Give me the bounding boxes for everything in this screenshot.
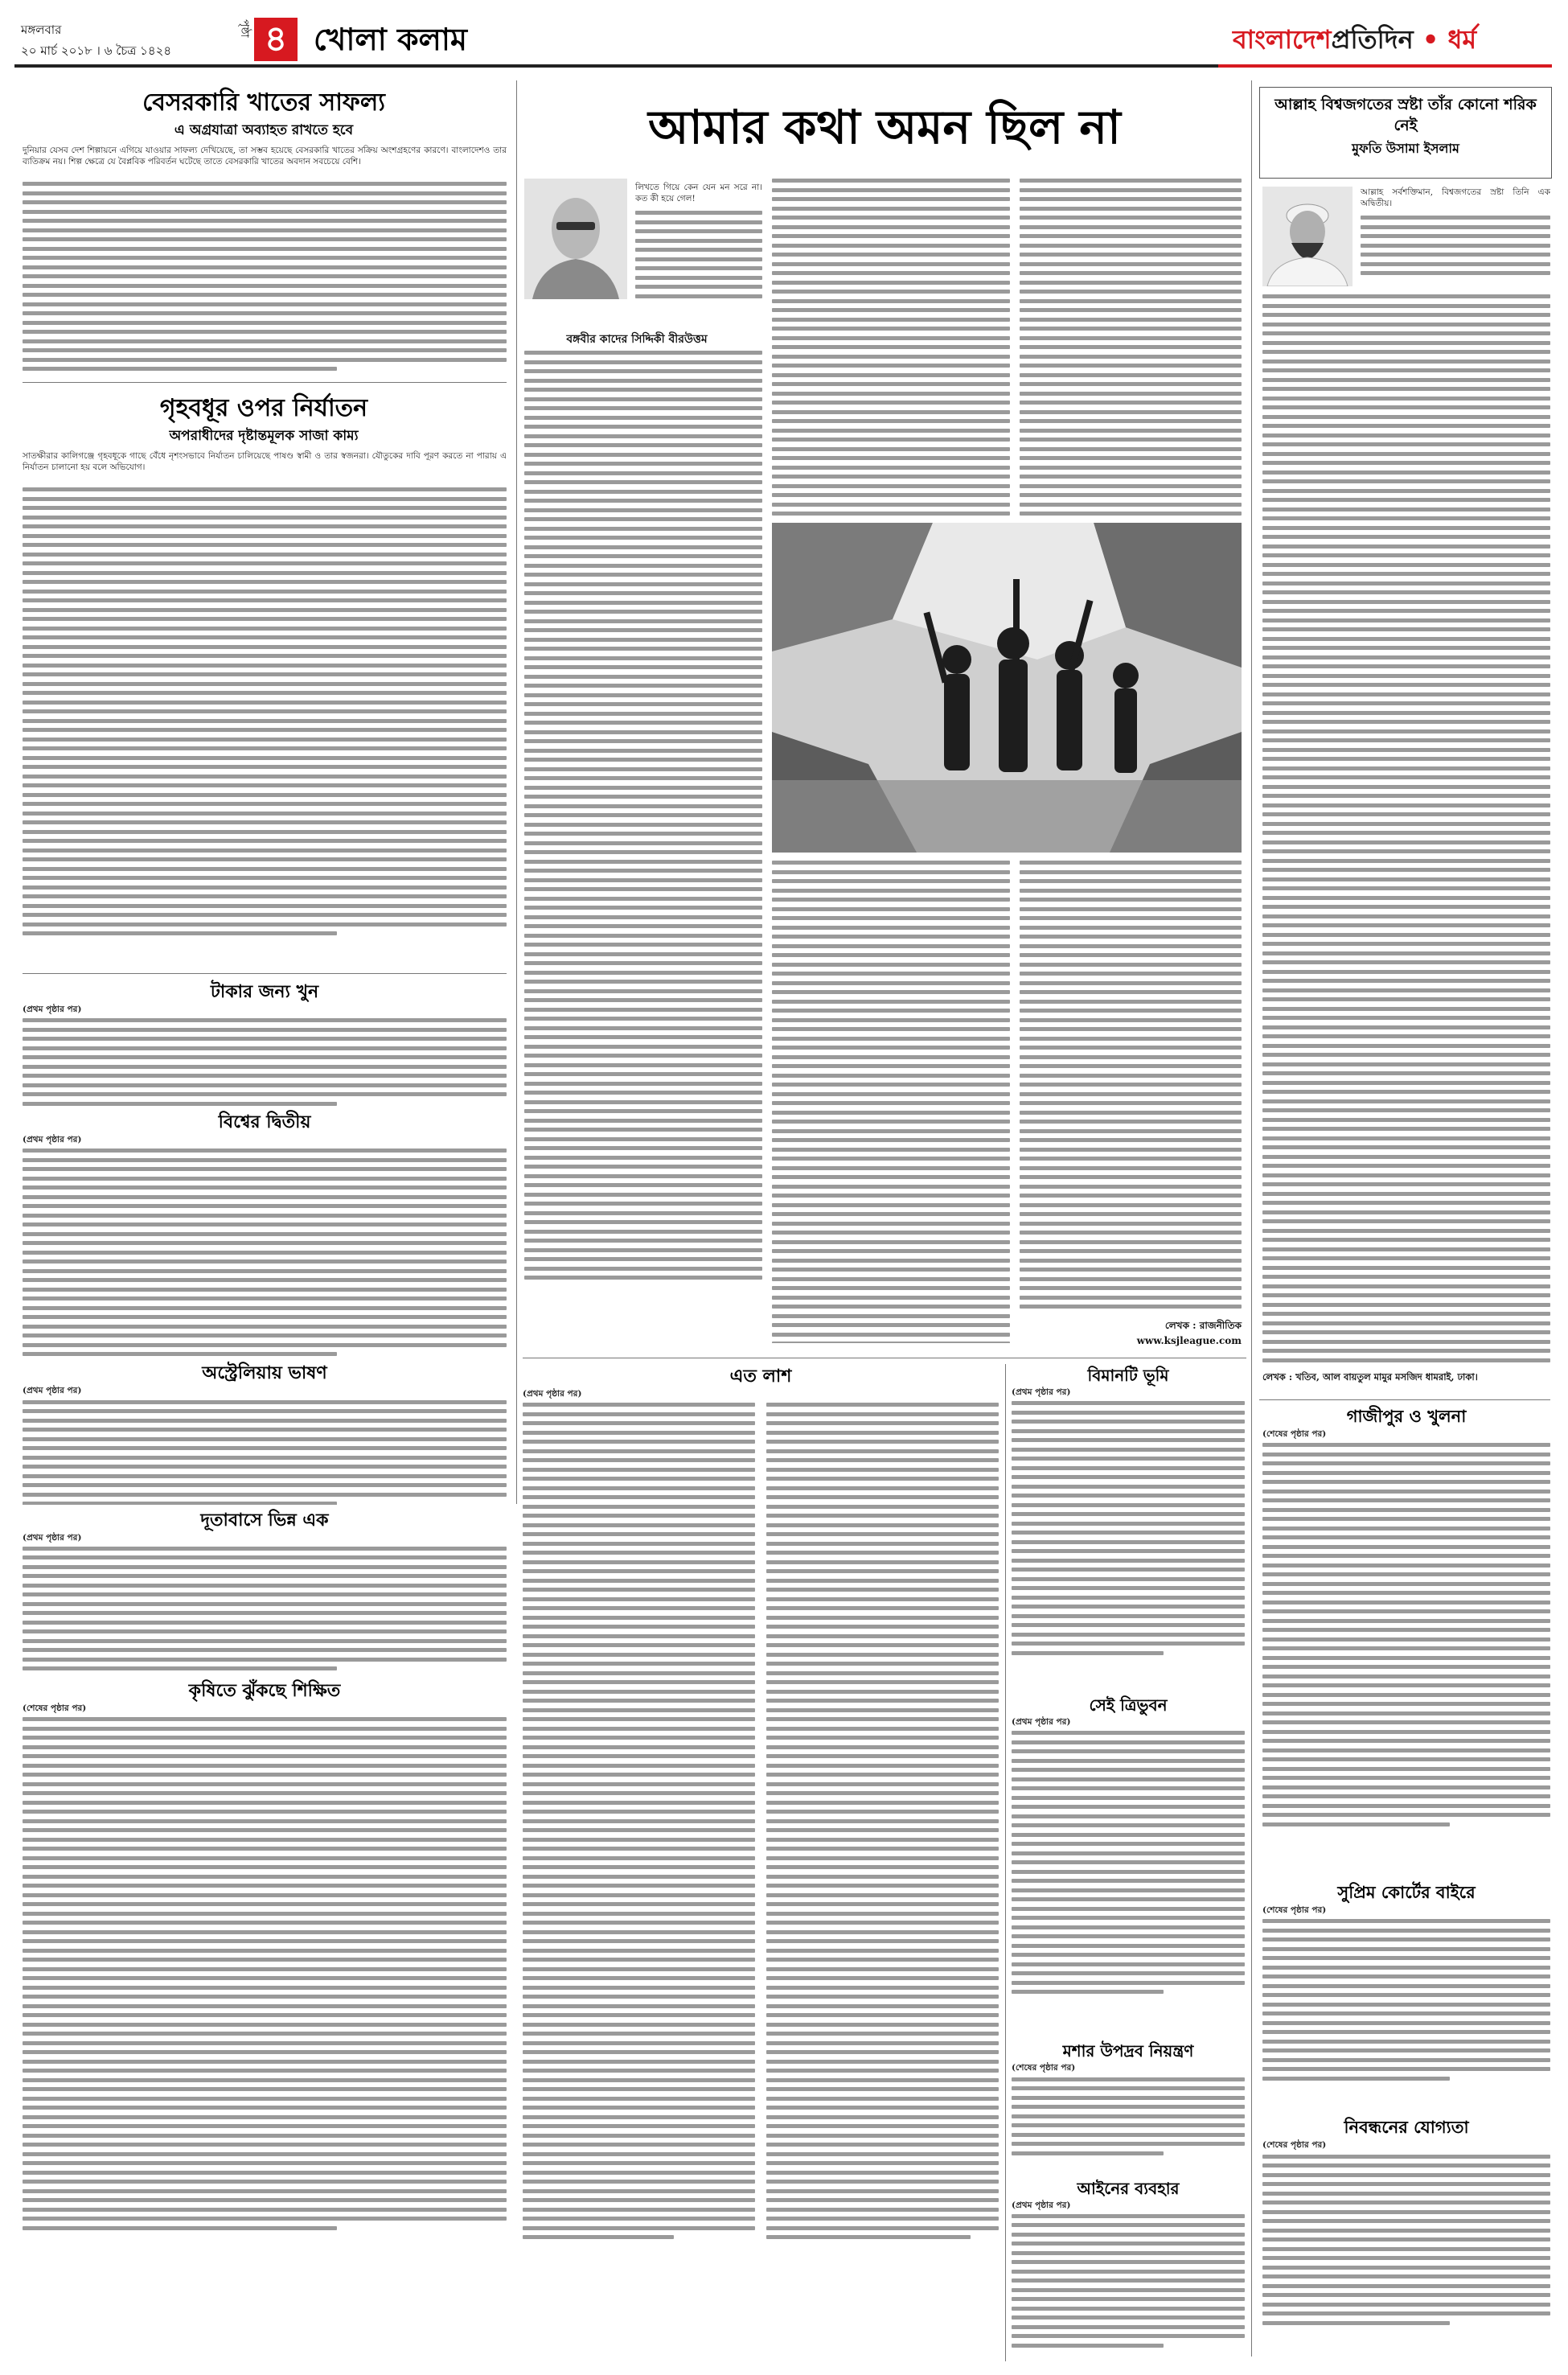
continued-body-lines [1012,1401,1245,1691]
column-divider [1251,80,1252,2357]
paper-name-part2: প্রতিদিন [1331,24,1414,55]
religion-body-lines [1262,294,1550,1364]
continued-title: বিমানটি ভূমি [1087,1366,1169,1385]
issue-date: ২০ মার্চ ২০১৮ । ৬ চৈত্র ১৪২৪ [21,43,172,58]
issue-day: মঙ্গলবার [21,23,62,37]
continued-title: সেই ত্রিভুবন [1089,1695,1168,1716]
continued-lead: (শেষের পৃষ্ঠার পর) [1262,2140,1327,2151]
continued-body-lines [523,1403,755,2352]
continued-mid-block [523,1364,999,2361]
continued-lead: (শেষের পৃষ্ঠার পর) [1012,2063,1076,2073]
continued-title: আইনের ব্যবহার [1077,2178,1180,2198]
section-separator-dot: • [1422,24,1439,55]
main-article-column-lines [635,211,762,315]
continued-lead: (প্রথম পৃষ্ঠার পর) [23,1005,82,1014]
religion-author-photo [1262,187,1353,286]
masthead-rule-red [1218,64,1552,68]
page-label: পৃষ্ঠা [238,19,251,38]
continued-body-lines [23,1547,507,1675]
continued-lead: (শেষের পৃষ্ঠার পর) [1262,1905,1327,1916]
continued-left-block [23,980,507,2355]
editorial-title: গৃহবধূর ওপর নির্যাতন [159,394,368,422]
continued-lead: (প্রথম পৃষ্ঠার পর) [1012,1387,1071,1397]
column-divider [1005,1364,1006,2361]
continued-lead: (প্রথম পৃষ্ঠার পর) [23,1386,82,1396]
continued-title: মশার উপদ্রব নিয়ন্ত্রণ [1062,2041,1194,2061]
editorial-body: দুনিয়ার যেসব দেশ শিল্পায়নে এগিয়ে যাওয়ার সাফল্য দেখিয়েছে, তা সম্ভব হয়েছে বেসরকারি খাতের সক্রিয় অংশগ্রহণের কারণে। বাংলাদেশও তার ব্যতিক্রম নয়। শিল্প ক্ষেত্রে যে বৈপ্লবিক পরিবর্তন ঘটেছে তাতে বেসরকারি খাতের অবদান সবচেয়ে বেশি। [23,146,507,167]
editorial-subtitle: অপরাধীদের দৃষ্টান্তমূলক সাজা কাম্য [169,428,359,444]
editorial-body: সাতক্ষীরার কালিগঞ্জে গৃহবধূকে গাছে বেঁধে নৃশংসভাবে নির্যাতন চালিয়েছে পাষণ্ড স্বামী ও তার স্বজনরা। যৌতুকের দাবি পূরণ করতে না পারায় এ নির্যাতন চালানো হয় বলে অভিযোগ। [23,451,507,473]
continued-lead: (প্রথম পৃষ্ঠার পর) [523,1389,582,1399]
main-article-column-lines [772,179,1010,516]
editorial-body-lines [23,182,507,375]
main-website: www.ksjleague.com [1136,1335,1242,1346]
continued-title: সুপ্রিম কোর্টের বাইরে [1337,1882,1476,1903]
continued-title: বিশ্বের দ্বিতীয় [218,1111,311,1133]
continued-title: এত লাশ [729,1366,792,1387]
continued-body-lines [766,1403,999,2352]
continued-body-lines [23,1148,507,1358]
religion-writer-tag: লেখক : খতিব, আল বায়তুল মামুর মসজিদ ধামরাই, ঢাকা। [1262,1371,1478,1383]
religion-lead: আল্লাহ সর্বশক্তিমান, বিশ্বজগতের স্রষ্টা তিনি এক অদ্বিতীয়। [1361,187,1550,209]
masthead [14,18,1552,82]
section-divider [23,382,507,383]
main-article-column-lines [772,861,1010,1343]
continued-far-block [1262,1404,1550,2361]
continued-body-lines [23,1717,507,2280]
continued-title: দূতাবাসে ভিন্ন এক [200,1509,329,1531]
main-byline: বঙ্গবীর কাদের সিদ্দিকী বীরউত্তম [566,333,708,346]
section-right-title: ধর্ম [1447,24,1477,55]
continued-lead: (প্রথম পৃষ্ঠার পর) [1012,1717,1071,1728]
continued-title: নিবন্ধনের যোগ্যতা [1344,2117,1469,2138]
religion-body-lines [1361,216,1550,288]
paper-name-part1: বাংলাদেশ [1233,24,1332,55]
paper-name [1233,19,1476,60]
section-divider [23,973,507,974]
continued-lead: (প্রথম পৃষ্ঠার পর) [1012,2200,1071,2210]
page-number: ৪ [264,18,288,60]
article-illustration [772,523,1242,853]
main-article-column-lines [1020,179,1242,516]
continued-body-lines [23,1018,507,1107]
page-number-badge [254,18,298,61]
section-title: খোলা কলাম [314,21,467,57]
continued-title: টাকার জন্য খুন [210,981,319,1002]
continued-lead: (প্রথম পৃষ্ঠার পর) [23,1532,82,1543]
main-article-lead: লিখতে গিয়ে কেন যেন মন সরে না। কত কী হয়ে গেল! [635,183,762,204]
religion-title-box [1259,87,1552,179]
continued-body-lines [1262,1919,1550,2112]
editorial-title: বেসরকারি খাতের সাফল্য [142,88,385,117]
religion-title: আল্লাহ বিশ্বজগতের স্রষ্টা তাঁর কোনো শরিক নেই [1275,96,1537,134]
continued-body-lines [1262,1443,1550,1877]
freedom-fighters-illustration-icon [772,523,1242,853]
continued-lead: (প্রথম পৃষ্ঠার পর) [23,1135,82,1145]
editorial-subtitle: এ অগ্রযাত্রা অব্যাহত রাখতে হবে [174,122,354,138]
continued-body-lines [1012,1731,1245,2036]
continued-title: কৃষিতে ঝুঁকছে শিক্ষিত [188,1679,341,1701]
continued-body-lines [23,1400,507,1505]
author-portrait-icon [524,179,627,299]
continued-body-lines [1012,2077,1245,2174]
continued-body-lines [1262,2155,1550,2356]
continued-title: অস্ট্রেলিয়ায় ভাষণ [202,1362,327,1384]
continued-lead: (শেষের পৃষ্ঠার পর) [23,1703,87,1713]
continued-body-lines [1012,2214,1245,2375]
continued-title: গাজীপুর ও খুলনা [1346,1406,1467,1426]
main-article-title: আমার কথা অমন ছিল না [648,100,1121,154]
main-article-column-lines [1020,861,1242,1311]
editorial-body-lines [23,487,507,962]
continued-right-block [1012,1364,1245,2361]
section-divider [1259,1399,1550,1400]
main-writer-tag: লেখক : রাজনীতিক [1164,1320,1242,1331]
main-article-column-lines [524,351,762,1356]
religion-author-portrait-icon [1262,187,1353,286]
religion-author: মুফতি উসামা ইসলাম [1352,141,1459,156]
continued-lead: (শেষের পৃষ্ঠার পর) [1262,1429,1327,1439]
column-divider [516,80,517,1504]
author-photo [524,179,627,299]
